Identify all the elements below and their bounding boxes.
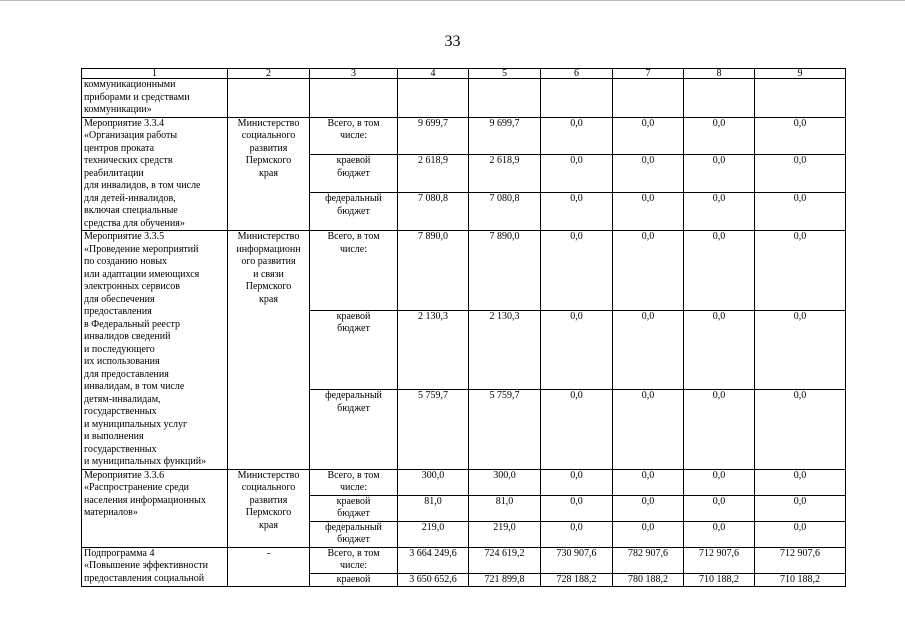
executor-cell <box>228 79 310 118</box>
table-row <box>82 547 846 573</box>
amount-cell: 0,0 <box>541 231 613 311</box>
amount-cell: 0,0 <box>613 495 684 521</box>
amount-cell: 0,0 <box>755 310 846 390</box>
funding-source-cell: краевой бюджет <box>310 310 398 390</box>
amount-cell: 2 618,9 <box>469 155 541 193</box>
amount-cell: 0,0 <box>613 155 684 193</box>
column-number: 1 <box>82 69 228 79</box>
page-number: 33 <box>444 33 461 50</box>
program-table <box>81 68 846 587</box>
amount-cell: 0,0 <box>755 193 846 231</box>
amount-cell: 782 907,6 <box>613 547 684 573</box>
amount-cell <box>613 79 684 118</box>
amount-cell: 0,0 <box>684 310 755 390</box>
amount-cell <box>684 79 755 118</box>
amount-cell <box>541 79 613 118</box>
amount-cell: 5 759,7 <box>469 390 541 470</box>
measure-name-cell: Подпрограмма 4 «Повышение эффективности предоставления социальной <box>82 547 228 587</box>
amount-cell: 0,0 <box>613 117 684 155</box>
amount-cell: 9 699,7 <box>469 117 541 155</box>
amount-cell: 81,0 <box>469 495 541 521</box>
column-number: 7 <box>613 69 684 79</box>
measure-name-cell: Мероприятие 3.3.5 «Проведение мероприятий по созданию новых или адаптации имеющихся электронных сервисов для обеспечения предоставления в Федеральный реестр инвалидов сведений и последующего их использования для предоставления инвалидам, в том числе детям-инвалидам, государственных и муниципальных услуг и выполнения государственных и муниципальных функций» <box>82 231 228 470</box>
amount-cell: 710 188,2 <box>684 573 755 587</box>
amount-cell: 9 699,7 <box>398 117 469 155</box>
amount-cell: 0,0 <box>541 495 613 521</box>
amount-cell: 0,0 <box>541 521 613 547</box>
amount-cell: 0,0 <box>684 155 755 193</box>
column-number: 5 <box>469 69 541 79</box>
table-row <box>82 79 846 118</box>
column-number: 4 <box>398 69 469 79</box>
scan-top-edge <box>0 0 905 1</box>
amount-cell: 7 080,8 <box>469 193 541 231</box>
funding-source-cell: Всего, в том числе: <box>310 231 398 311</box>
amount-cell: 0,0 <box>613 390 684 470</box>
amount-cell: 728 188,2 <box>541 573 613 587</box>
amount-cell: 7 080,8 <box>398 193 469 231</box>
amount-cell: 7 890,0 <box>469 231 541 311</box>
amount-cell: 0,0 <box>613 521 684 547</box>
column-number: 8 <box>684 69 755 79</box>
amount-cell: 2 130,3 <box>469 310 541 390</box>
amount-cell: 0,0 <box>684 495 755 521</box>
amount-cell: 721 899,8 <box>469 573 541 587</box>
amount-cell: 7 890,0 <box>398 231 469 311</box>
measure-name-cell: коммуникационными приборами и средствами коммуникации» <box>82 79 228 118</box>
amount-cell: 710 188,2 <box>755 573 846 587</box>
amount-cell: 0,0 <box>684 469 755 495</box>
table-body <box>82 79 846 587</box>
amount-cell: 2 618,9 <box>398 155 469 193</box>
funding-source-cell: Всего, в том числе: <box>310 547 398 573</box>
funding-source-cell: федеральный бюджет <box>310 390 398 470</box>
amount-cell: 0,0 <box>755 155 846 193</box>
amount-cell: 0,0 <box>541 155 613 193</box>
column-number-row <box>82 69 846 79</box>
amount-cell: 712 907,6 <box>684 547 755 573</box>
amount-cell: 780 188,2 <box>613 573 684 587</box>
amount-cell: 0,0 <box>684 521 755 547</box>
amount-cell: 0,0 <box>541 310 613 390</box>
amount-cell <box>398 79 469 118</box>
funding-source-cell: федеральный бюджет <box>310 193 398 231</box>
funding-source-cell: краевой бюджет <box>310 155 398 193</box>
amount-cell: 219,0 <box>398 521 469 547</box>
amount-cell: 0,0 <box>684 117 755 155</box>
amount-cell: 0,0 <box>684 390 755 470</box>
executor-cell: Министерство социального развития Пермского края <box>228 117 310 231</box>
amount-cell: 300,0 <box>398 469 469 495</box>
amount-cell: 0,0 <box>755 231 846 311</box>
amount-cell: 0,0 <box>541 469 613 495</box>
amount-cell: 724 619,2 <box>469 547 541 573</box>
executor-cell: Министерство социального развития Пермского края <box>228 469 310 547</box>
funding-source-cell <box>310 79 398 118</box>
amount-cell <box>755 79 846 118</box>
funding-source-cell: краевой бюджет <box>310 495 398 521</box>
amount-cell: 5 759,7 <box>398 390 469 470</box>
amount-cell: 0,0 <box>613 469 684 495</box>
amount-cell <box>469 79 541 118</box>
amount-cell: 0,0 <box>541 193 613 231</box>
column-number: 3 <box>310 69 398 79</box>
amount-cell: 0,0 <box>755 390 846 470</box>
funding-source-cell: Всего, в том числе: <box>310 469 398 495</box>
table-row <box>82 117 846 155</box>
executor-cell: - <box>228 547 310 587</box>
amount-cell: 0,0 <box>755 521 846 547</box>
amount-cell: 0,0 <box>541 390 613 470</box>
measure-name-cell: Мероприятие 3.3.4 «Организация работы центров проката технических средств реабилитации для инвалидов, в том числе для детей-инвалидов, включая специальные средства для обучения» <box>82 117 228 231</box>
amount-cell: 0,0 <box>613 310 684 390</box>
funding-source-cell: краевой <box>310 573 398 587</box>
amount-cell: 2 130,3 <box>398 310 469 390</box>
amount-cell: 0,0 <box>755 117 846 155</box>
amount-cell: 300,0 <box>469 469 541 495</box>
amount-cell: 0,0 <box>684 231 755 311</box>
amount-cell: 730 907,6 <box>541 547 613 573</box>
executor-cell: Министерство информационн ого развития и связи Пермского края <box>228 231 310 470</box>
amount-cell: 3 664 249,6 <box>398 547 469 573</box>
funding-source-cell: федеральный бюджет <box>310 521 398 547</box>
amount-cell: 3 650 652,6 <box>398 573 469 587</box>
amount-cell: 81,0 <box>398 495 469 521</box>
column-number: 6 <box>541 69 613 79</box>
amount-cell: 0,0 <box>541 117 613 155</box>
amount-cell: 0,0 <box>684 193 755 231</box>
table-row <box>82 469 846 495</box>
funding-source-cell: Всего, в том числе: <box>310 117 398 155</box>
column-number: 2 <box>228 69 310 79</box>
column-number: 9 <box>755 69 846 79</box>
amount-cell: 219,0 <box>469 521 541 547</box>
amount-cell: 712 907,6 <box>755 547 846 573</box>
amount-cell: 0,0 <box>755 469 846 495</box>
amount-cell: 0,0 <box>613 231 684 311</box>
amount-cell: 0,0 <box>613 193 684 231</box>
measure-name-cell: Мероприятие 3.3.6 «Распространение среди населения информационных материалов» <box>82 469 228 547</box>
table-row <box>82 231 846 311</box>
amount-cell: 0,0 <box>755 495 846 521</box>
